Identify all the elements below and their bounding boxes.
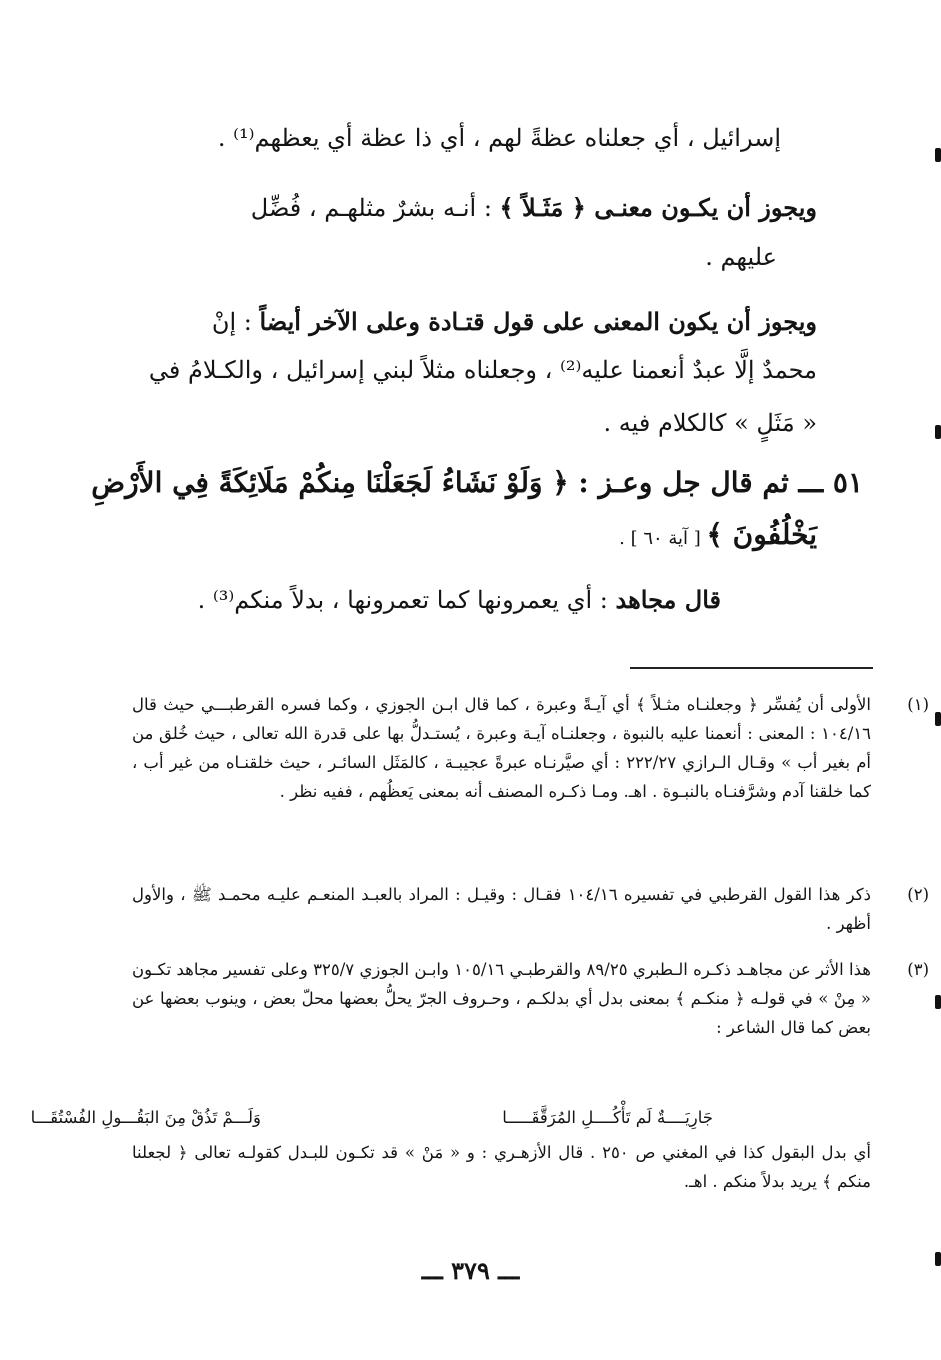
footnote-text: الأولى أن يُفسِّر ﴿ وجعلنـاه مثـلاً ﴾ أي آيـةً وعبرة ، كما قال ابـن الجوزي ، وكما فسره القرطبـــي حيث قال ١٠٤/١٦ : المعنى : أنعمنا عليه بالنبوة ، وجعلنـاه آيـة وعبرة ، يُستـدلُّ بها على قدرة الله تعالى ، حيث خُلق من أم بغير أب » وقـال الـرازي ٢٢٢/٢٧ : أي صيَّرنـاه عبرةً عجيبـة ، كالمَثَل السائـر ، حيث خلقنـاه من غير أب ، كما خلقنا آدم وشرَّفنـاه بالنبـوة . اهـ. ومـا ذكـره المصنف أنه بمعنى يَعظُهم ، ففيه نظر . (132, 695, 871, 801)
body-text: : أي يعمرونها كما تعمرونها ، بدلاً منكم⁽³⁾ . (197, 586, 616, 614)
footnote-1 (132, 690, 929, 806)
paragraph-3-line-2 (149, 350, 817, 390)
body-text: إسرائيل ، أي جعلناه عظةً لهم ، أي ذا عظة أي يعظهم⁽¹⁾ . (217, 124, 781, 152)
body-text: : أنـه بشرٌ مثلهـم ، فُضِّل (250, 194, 500, 222)
paragraph-2-line-2 (705, 237, 777, 277)
footnote-separator (630, 667, 873, 669)
page-number-text: ـــ ٣٧٩ ـــ (421, 1256, 520, 1285)
footnote-2 (132, 880, 929, 938)
footnote-text: هذا الأثر عن مجاهـد ذكـره الـطبري ٨٩/٢٥ والقرطبـي ١٠٥/١٦ وابـن الجوزي ٣٢٥/٧ وعلى تفسير مجاهد تكـون « مِنْ » في قولـه ﴿ منكـم ﴾ بمعنى بدل أي بدلكـم ، وحـروف الجرّ يحلُّ بعضها محلّ بعض ، وينوب بعضها عن بعض كما قال الشاعر : (132, 960, 871, 1037)
lead-phrase: قال مجاهد (615, 585, 721, 614)
verse-reference: [ آية ٦٠ ] . (619, 528, 707, 549)
footnote-text: أي بدل البقول كذا في المغني ص ٢٥٠ . قال الأزهـري : و « مَنْ » قد تكـون للبـدل كقولـه تعالى ﴿ لجعلنا منكم ﴾ يريد بدلاً منكم . اهـ. (132, 1143, 872, 1191)
footnote-number: (١) (907, 695, 929, 714)
paragraph-3-line-1 (212, 302, 817, 342)
footnote-number: (٣) (907, 960, 929, 979)
verse-text: ٥١ ـــ ثم قال جل وعـز : ﴿ وَلَوْ نَشَاءُ لَجَعَلْنَا مِنكُمْ مَلَائِكَةً فِي الأَرْضِ (91, 466, 863, 499)
paragraph-2-line-1 (251, 188, 817, 228)
poem-text: جَارِيَــــةٌ لَم تَأْكُــــلِ المُرَقَّقَـــــا (502, 1108, 713, 1127)
poem-first-hemistich (502, 1108, 713, 1127)
footnote-text: ذكر هذا القول القرطبي في تفسيره ١٠٤/١٦ فقـال : وقيـل : المراد بالعبـد المنعـم عليـه محمـد ﷺ ، والأول أظهر . (132, 885, 871, 933)
margin-mark (935, 425, 941, 439)
verse-heading-line-2 (619, 518, 817, 551)
footnote-3-continuation (132, 1138, 871, 1196)
margin-mark (935, 995, 941, 1009)
body-text: عليهم . (705, 243, 777, 271)
lead-phrase: ويجوز أن يكـون معنـى ﴿ مَثَـلاً ﴾ (499, 193, 817, 222)
verse-heading-line-1 (91, 466, 863, 499)
body-text: : إنْ (211, 308, 260, 336)
footnote-3 (132, 955, 929, 1042)
margin-mark (935, 712, 941, 726)
body-text: « مَثَلٍ » كالكلام فيه . (603, 409, 817, 437)
lead-phrase: ويجوز أن يكون المعنى على قول قتـادة وعلى الآخر أيضاً (259, 307, 817, 336)
margin-mark (935, 148, 941, 162)
body-line-1 (218, 118, 781, 158)
page-number (0, 1256, 941, 1285)
body-text: محمدٌ إلَّا عبدٌ أنعمنا عليه⁽²⁾ ، وجعلناه مثلاً لبني إسرائيل ، والكـلامُ في (148, 356, 817, 384)
poem-second-hemistich (31, 1108, 261, 1127)
footnote-number: (٢) (907, 885, 929, 904)
poem-text: وَلَـــمْ تَذُقْ مِنَ البَقُـــولِ الفُسْتُقَـــا (30, 1108, 261, 1127)
paragraph-5 (198, 580, 721, 620)
verse-text: يَخْلُفُونَ ﴾ (706, 518, 817, 551)
paragraph-3-line-3 (604, 403, 817, 443)
